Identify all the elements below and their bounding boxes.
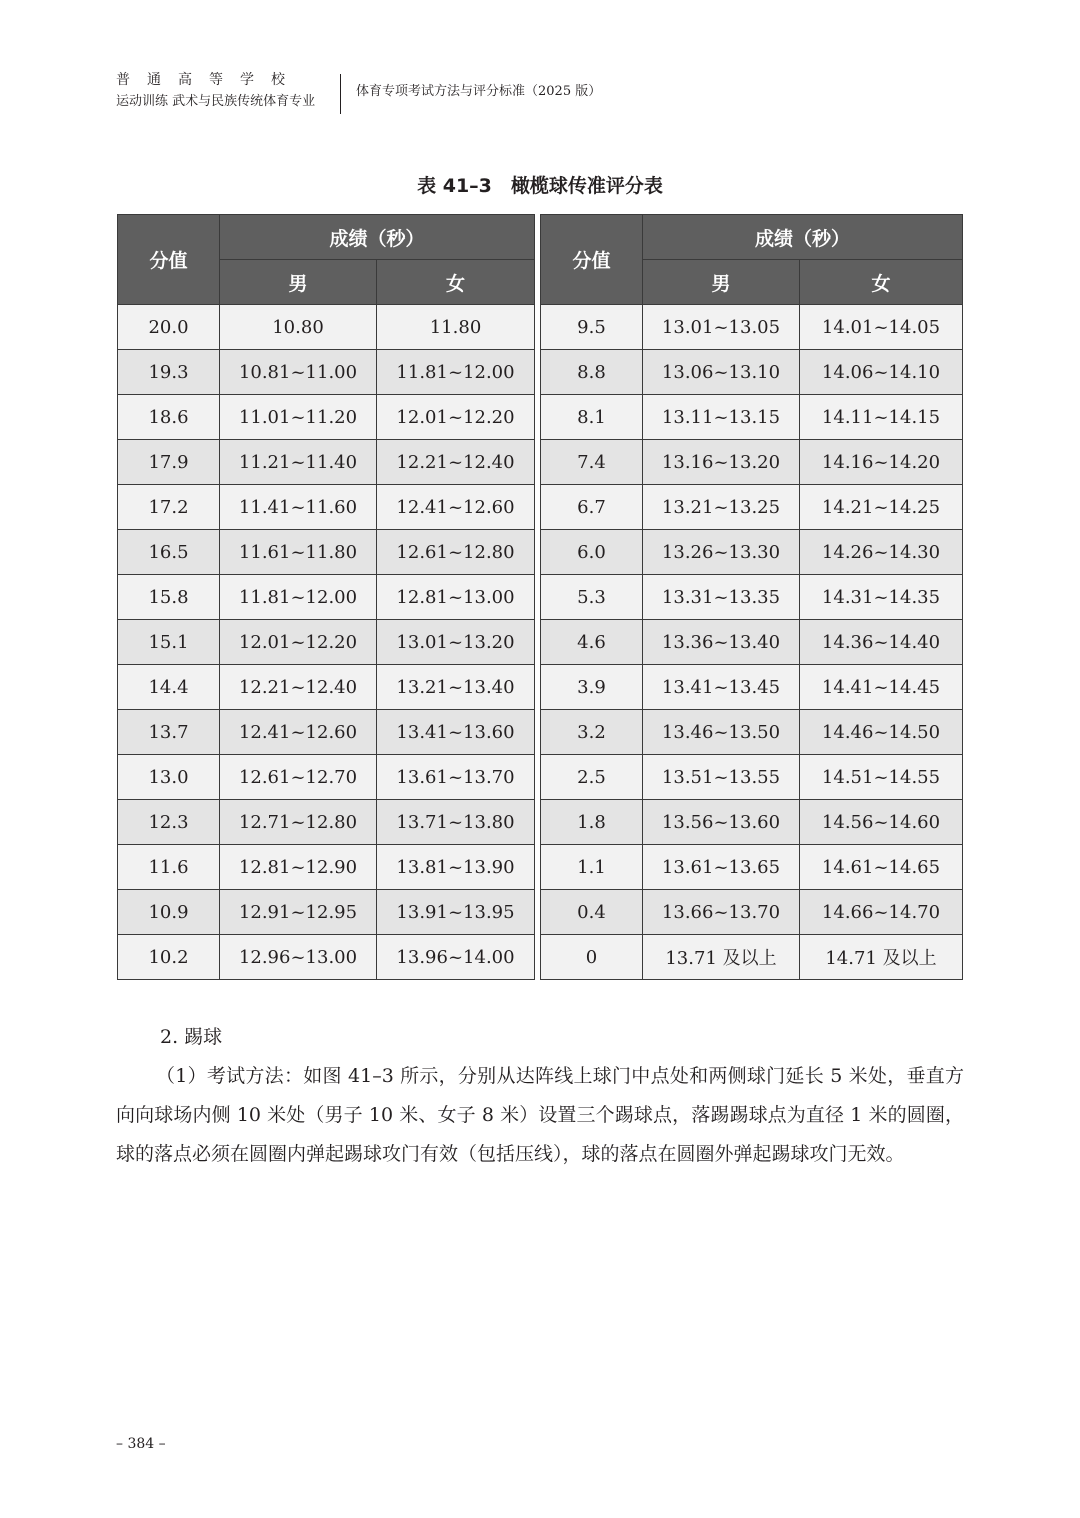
male-result-cell: 13.26~13.30 bbox=[643, 530, 800, 575]
table-row bbox=[541, 350, 963, 395]
score-cell: 1.8 bbox=[541, 800, 643, 845]
score-cell: 13.7 bbox=[118, 710, 220, 755]
score-cell: 1.1 bbox=[541, 845, 643, 890]
male-result-cell: 13.36~13.40 bbox=[643, 620, 800, 665]
score-cell: 14.4 bbox=[118, 665, 220, 710]
male-result-cell: 13.46~13.50 bbox=[643, 710, 800, 755]
female-result-cell: 12.81~13.00 bbox=[377, 575, 535, 620]
female-result-cell: 14.41~14.45 bbox=[800, 665, 963, 710]
male-result-cell: 13.16~13.20 bbox=[643, 440, 800, 485]
male-result-cell: 13.21~13.25 bbox=[643, 485, 800, 530]
male-result-cell: 13.56~13.60 bbox=[643, 800, 800, 845]
score-cell: 6.7 bbox=[541, 485, 643, 530]
table-row bbox=[118, 530, 535, 575]
female-result-cell: 13.21~13.40 bbox=[377, 665, 535, 710]
score-cell: 17.9 bbox=[118, 440, 220, 485]
table-row bbox=[541, 665, 963, 710]
male-result-cell: 13.11~13.15 bbox=[643, 395, 800, 440]
score-cell: 3.2 bbox=[541, 710, 643, 755]
female-result-cell: 13.96~14.00 bbox=[377, 935, 535, 980]
female-result-cell: 14.21~14.25 bbox=[800, 485, 963, 530]
female-result-cell: 14.16~14.20 bbox=[800, 440, 963, 485]
female-result-cell: 11.80 bbox=[377, 305, 535, 350]
female-result-cell: 13.61~13.70 bbox=[377, 755, 535, 800]
table-row bbox=[541, 800, 963, 845]
score-cell: 20.0 bbox=[118, 305, 220, 350]
female-result-cell: 13.41~13.60 bbox=[377, 710, 535, 755]
score-cell: 5.3 bbox=[541, 575, 643, 620]
male-result-cell: 11.61~11.80 bbox=[220, 530, 377, 575]
score-table-left bbox=[117, 214, 535, 980]
score-cell: 8.8 bbox=[541, 350, 643, 395]
section-heading: 2. 踢球 bbox=[160, 1026, 223, 1048]
female-result-cell: 14.46~14.50 bbox=[800, 710, 963, 755]
table-row bbox=[541, 710, 963, 755]
result-header: 成绩（秒） bbox=[643, 215, 963, 260]
score-cell: 18.6 bbox=[118, 395, 220, 440]
header-major: 运动训练 武术与民族传统体育专业 bbox=[116, 94, 316, 109]
result-header: 成绩（秒） bbox=[220, 215, 535, 260]
page-number: – 384 – bbox=[116, 1436, 166, 1452]
table-row bbox=[541, 755, 963, 800]
male-header: 男 bbox=[220, 260, 377, 305]
table-row bbox=[541, 305, 963, 350]
male-result-cell: 12.81~12.90 bbox=[220, 845, 377, 890]
male-result-cell: 12.71~12.80 bbox=[220, 800, 377, 845]
male-result-cell: 10.80 bbox=[220, 305, 377, 350]
score-table-right bbox=[540, 214, 963, 980]
female-result-cell: 14.51~14.55 bbox=[800, 755, 963, 800]
score-cell: 6.0 bbox=[541, 530, 643, 575]
table-row bbox=[541, 935, 963, 980]
table-row bbox=[541, 440, 963, 485]
header-book-title: 体育专项考试方法与评分标准（2025 版） bbox=[356, 84, 602, 99]
score-cell: 13.0 bbox=[118, 755, 220, 800]
table-row bbox=[118, 935, 535, 980]
male-result-cell: 10.81~11.00 bbox=[220, 350, 377, 395]
score-header: 分值 bbox=[541, 215, 643, 305]
male-result-cell: 11.01~11.20 bbox=[220, 395, 377, 440]
male-result-cell: 13.01~13.05 bbox=[643, 305, 800, 350]
male-result-cell: 13.66~13.70 bbox=[643, 890, 800, 935]
score-cell: 17.2 bbox=[118, 485, 220, 530]
table-row bbox=[118, 620, 535, 665]
score-cell: 10.2 bbox=[118, 935, 220, 980]
male-result-cell: 12.61~12.70 bbox=[220, 755, 377, 800]
table-row bbox=[118, 755, 535, 800]
score-cell: 0 bbox=[541, 935, 643, 980]
female-result-cell: 11.81~12.00 bbox=[377, 350, 535, 395]
male-result-cell: 13.06~13.10 bbox=[643, 350, 800, 395]
female-result-cell: 14.71 及以上 bbox=[800, 935, 963, 980]
male-result-cell: 11.81~12.00 bbox=[220, 575, 377, 620]
female-result-cell: 14.56~14.60 bbox=[800, 800, 963, 845]
female-result-cell: 14.01~14.05 bbox=[800, 305, 963, 350]
table-row bbox=[118, 575, 535, 620]
table-row bbox=[541, 890, 963, 935]
table-row bbox=[541, 530, 963, 575]
score-table-right-body bbox=[541, 305, 963, 980]
table-row bbox=[541, 395, 963, 440]
score-cell: 9.5 bbox=[541, 305, 643, 350]
score-cell: 10.9 bbox=[118, 890, 220, 935]
score-cell: 7.4 bbox=[541, 440, 643, 485]
male-result-cell: 11.21~11.40 bbox=[220, 440, 377, 485]
score-cell: 2.5 bbox=[541, 755, 643, 800]
table-row bbox=[118, 800, 535, 845]
female-result-cell: 13.01~13.20 bbox=[377, 620, 535, 665]
female-result-cell: 14.31~14.35 bbox=[800, 575, 963, 620]
header-divider bbox=[340, 74, 341, 114]
table-row bbox=[541, 575, 963, 620]
female-result-cell: 14.61~14.65 bbox=[800, 845, 963, 890]
table-row bbox=[118, 305, 535, 350]
table-row bbox=[118, 440, 535, 485]
score-header: 分值 bbox=[118, 215, 220, 305]
score-cell: 4.6 bbox=[541, 620, 643, 665]
female-result-cell: 14.26~14.30 bbox=[800, 530, 963, 575]
score-cell: 8.1 bbox=[541, 395, 643, 440]
table-row bbox=[118, 350, 535, 395]
male-result-cell: 13.31~13.35 bbox=[643, 575, 800, 620]
male-result-cell: 13.71 及以上 bbox=[643, 935, 800, 980]
score-cell: 12.3 bbox=[118, 800, 220, 845]
score-cell: 11.6 bbox=[118, 845, 220, 890]
table-row bbox=[118, 845, 535, 890]
female-result-cell: 13.91~13.95 bbox=[377, 890, 535, 935]
table-row bbox=[118, 665, 535, 710]
score-cell: 16.5 bbox=[118, 530, 220, 575]
score-table-left-body bbox=[118, 305, 535, 980]
male-result-cell: 12.91~12.95 bbox=[220, 890, 377, 935]
female-header: 女 bbox=[377, 260, 535, 305]
male-result-cell: 13.51~13.55 bbox=[643, 755, 800, 800]
header-left-block bbox=[116, 70, 326, 112]
score-cell: 0.4 bbox=[541, 890, 643, 935]
table-row bbox=[541, 485, 963, 530]
male-result-cell: 13.61~13.65 bbox=[643, 845, 800, 890]
body-paragraph: （1）考试方法：如图 41–3 所示，分别从达阵线上球门中点处和两侧球门延长 5 米处，垂直方向向球场内侧 10 米处（男子 10 米、女子 8 米）设置三个踢球点，落踢踢球点为直径 1 米的圆圈，球的落点必须在圆圈内弹起踢球攻门有效（包括压线），球的落点在圆圈外弹起踢球攻门无效。 bbox=[116, 1065, 964, 1165]
female-header: 女 bbox=[800, 260, 963, 305]
female-result-cell: 14.66~14.70 bbox=[800, 890, 963, 935]
table-row bbox=[541, 620, 963, 665]
score-cell: 15.8 bbox=[118, 575, 220, 620]
female-result-cell: 14.11~14.15 bbox=[800, 395, 963, 440]
female-result-cell: 13.71~13.80 bbox=[377, 800, 535, 845]
male-result-cell: 13.41~13.45 bbox=[643, 665, 800, 710]
male-header: 男 bbox=[643, 260, 800, 305]
header-school-type: 普通高等学校 bbox=[116, 72, 302, 88]
table-row bbox=[118, 485, 535, 530]
score-cell: 19.3 bbox=[118, 350, 220, 395]
male-result-cell: 12.01~12.20 bbox=[220, 620, 377, 665]
female-result-cell: 14.36~14.40 bbox=[800, 620, 963, 665]
table-row bbox=[118, 710, 535, 755]
score-cell: 3.9 bbox=[541, 665, 643, 710]
male-result-cell: 12.41~12.60 bbox=[220, 710, 377, 755]
table-title: 表 41–3 橄榄球传准评分表 bbox=[417, 175, 663, 197]
table-row bbox=[541, 845, 963, 890]
female-result-cell: 12.61~12.80 bbox=[377, 530, 535, 575]
table-row bbox=[118, 395, 535, 440]
male-result-cell: 11.41~11.60 bbox=[220, 485, 377, 530]
table-row bbox=[118, 890, 535, 935]
female-result-cell: 12.01~12.20 bbox=[377, 395, 535, 440]
male-result-cell: 12.21~12.40 bbox=[220, 665, 377, 710]
female-result-cell: 13.81~13.90 bbox=[377, 845, 535, 890]
female-result-cell: 12.21~12.40 bbox=[377, 440, 535, 485]
score-cell: 15.1 bbox=[118, 620, 220, 665]
female-result-cell: 14.06~14.10 bbox=[800, 350, 963, 395]
female-result-cell: 12.41~12.60 bbox=[377, 485, 535, 530]
male-result-cell: 12.96~13.00 bbox=[220, 935, 377, 980]
